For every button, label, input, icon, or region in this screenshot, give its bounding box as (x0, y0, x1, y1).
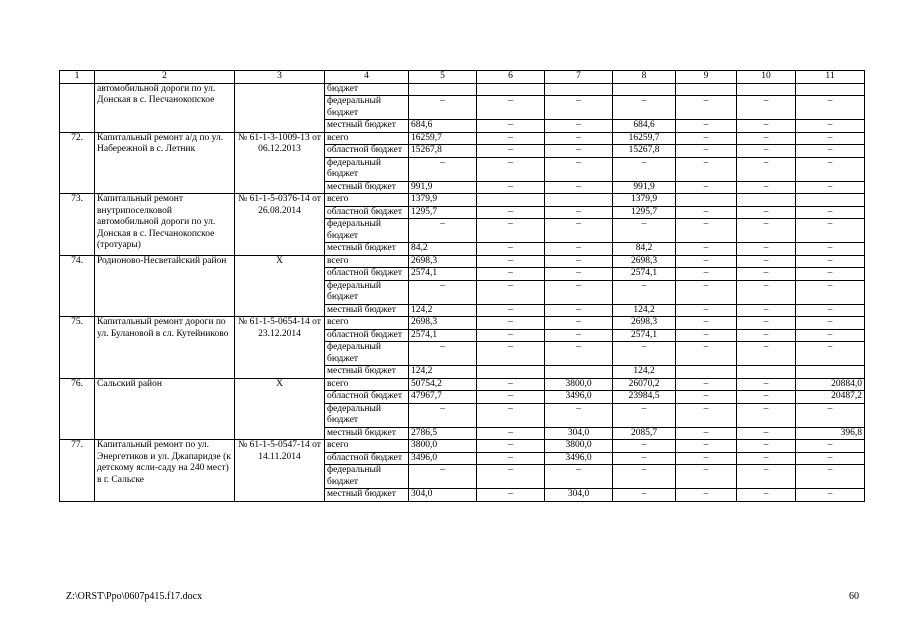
value-cell: – (737, 452, 796, 465)
value-cell: – (545, 96, 613, 120)
value-cell: 1379,9 (613, 194, 676, 207)
value-cell: – (676, 391, 737, 404)
value-cell: – (737, 465, 796, 489)
value-cell: 396,8 (796, 427, 865, 440)
budget-type: местный бюджет (325, 427, 409, 440)
value-cell: – (796, 465, 865, 489)
value-cell: – (676, 440, 737, 453)
document-ref: Х (235, 378, 325, 440)
value-cell: – (676, 145, 737, 158)
value-cell: 2786,5 (409, 427, 477, 440)
value-cell: – (737, 255, 796, 268)
value-cell: – (796, 243, 865, 256)
value-cell: – (477, 219, 545, 243)
value-cell: – (737, 403, 796, 427)
value-cell: – (409, 96, 477, 120)
value-cell: – (545, 255, 613, 268)
value-cell: – (409, 403, 477, 427)
budget-table (59, 70, 865, 502)
value-cell (796, 83, 865, 96)
value-cell: 684,6 (613, 120, 676, 133)
value-cell: – (613, 96, 676, 120)
row-number (60, 83, 95, 132)
budget-type: всего (325, 194, 409, 207)
value-cell: 3800,0 (545, 440, 613, 453)
value-cell: – (737, 427, 796, 440)
budget-type: федеральный бюджет (325, 465, 409, 489)
value-cell: – (737, 181, 796, 194)
value-cell: – (477, 317, 545, 330)
value-cell: – (409, 465, 477, 489)
value-cell (796, 194, 865, 207)
value-cell: – (477, 120, 545, 133)
value-cell: – (796, 96, 865, 120)
value-cell: – (545, 157, 613, 181)
budget-type: всего (325, 255, 409, 268)
value-cell (477, 194, 545, 207)
value-cell: 1295,7 (613, 206, 676, 219)
value-cell: – (477, 378, 545, 391)
value-cell: – (477, 465, 545, 489)
value-cell: – (796, 132, 865, 145)
budget-type: областной бюджет (325, 268, 409, 281)
value-cell: – (737, 206, 796, 219)
value-cell: 304,0 (545, 427, 613, 440)
value-cell (545, 83, 613, 96)
header-cell: 11 (796, 71, 865, 84)
row-number: 76. (60, 378, 95, 440)
value-cell: – (737, 132, 796, 145)
value-cell: – (477, 96, 545, 120)
value-cell: – (796, 489, 865, 502)
header-cell: 3 (235, 71, 325, 84)
value-cell (545, 194, 613, 207)
value-cell: 2574,1 (613, 268, 676, 281)
value-cell: – (613, 403, 676, 427)
value-cell: – (409, 157, 477, 181)
value-cell: – (796, 268, 865, 281)
object-name: Родионово-Несветайский район (95, 255, 235, 317)
table-row (60, 255, 865, 268)
value-cell: – (676, 427, 737, 440)
value-cell: – (796, 342, 865, 366)
header-row (60, 71, 865, 84)
value-cell: – (676, 120, 737, 133)
value-cell: 2698,3 (613, 255, 676, 268)
value-cell (737, 83, 796, 96)
value-cell: – (477, 304, 545, 317)
value-cell: – (796, 145, 865, 158)
header-cell: 7 (545, 71, 613, 84)
table-row (60, 440, 865, 453)
value-cell: 20487,2 (796, 391, 865, 404)
value-cell: – (477, 342, 545, 366)
budget-type: федеральный бюджет (325, 219, 409, 243)
value-cell (477, 366, 545, 379)
value-cell: 2574,1 (409, 268, 477, 281)
value-cell (613, 83, 676, 96)
value-cell: 2085,7 (613, 427, 676, 440)
value-cell: 3800,0 (545, 378, 613, 391)
value-cell: – (545, 132, 613, 145)
value-cell: – (477, 132, 545, 145)
value-cell: – (477, 403, 545, 427)
budget-type: местный бюджет (325, 120, 409, 133)
budget-type: федеральный бюджет (325, 96, 409, 120)
row-number: 77. (60, 440, 95, 502)
value-cell: – (737, 304, 796, 317)
value-cell: – (545, 304, 613, 317)
value-cell: – (796, 329, 865, 342)
value-cell: 124,2 (613, 366, 676, 379)
table-row (60, 378, 865, 391)
value-cell: 2698,3 (613, 317, 676, 330)
table-row (60, 132, 865, 145)
value-cell: – (545, 145, 613, 158)
value-cell: – (737, 243, 796, 256)
value-cell: 3496,0 (545, 391, 613, 404)
value-cell: – (477, 206, 545, 219)
value-cell: – (737, 342, 796, 366)
object-name: Капитальный ремонт по ул. Энергетиков и ул. Джапаридзе (к детскому ясли-саду на 240 мест) в г. Сальске (95, 440, 235, 502)
budget-type: всего (325, 440, 409, 453)
value-cell: – (545, 329, 613, 342)
value-cell: – (477, 243, 545, 256)
budget-type: федеральный бюджет (325, 342, 409, 366)
value-cell: – (545, 317, 613, 330)
value-cell: 3800,0 (409, 440, 477, 453)
value-cell: 124,2 (409, 304, 477, 317)
value-cell: – (545, 120, 613, 133)
budget-type: местный бюджет (325, 304, 409, 317)
value-cell: – (796, 181, 865, 194)
value-cell: – (477, 145, 545, 158)
value-cell: – (796, 304, 865, 317)
value-cell (477, 83, 545, 96)
value-cell (796, 366, 865, 379)
budget-type: федеральный бюджет (325, 157, 409, 181)
value-cell: – (796, 452, 865, 465)
value-cell (676, 194, 737, 207)
value-cell: 47967,7 (409, 391, 477, 404)
value-cell: – (737, 378, 796, 391)
value-cell: – (545, 243, 613, 256)
table-row (60, 83, 865, 96)
header-cell: 5 (409, 71, 477, 84)
value-cell: – (676, 465, 737, 489)
value-cell: – (545, 403, 613, 427)
document-ref: № 61-1-3-1009-13 от 06.12.2013 (235, 132, 325, 194)
document-ref: Х (235, 255, 325, 317)
value-cell: – (676, 452, 737, 465)
value-cell: 84,2 (409, 243, 477, 256)
value-cell: – (796, 157, 865, 181)
value-cell: – (737, 489, 796, 502)
value-cell (676, 83, 737, 96)
value-cell: – (676, 181, 737, 194)
value-cell: – (545, 342, 613, 366)
value-cell: – (796, 120, 865, 133)
value-cell: – (676, 243, 737, 256)
value-cell: – (676, 489, 737, 502)
value-cell: – (676, 96, 737, 120)
value-cell (737, 194, 796, 207)
document-ref: № 61-1-5-0376-14 от 26.08.2014 (235, 194, 325, 256)
value-cell: – (796, 440, 865, 453)
row-number: 75. (60, 317, 95, 379)
value-cell: – (796, 317, 865, 330)
budget-type: областной бюджет (325, 206, 409, 219)
value-cell: – (545, 181, 613, 194)
value-cell: 3496,0 (409, 452, 477, 465)
value-cell (737, 366, 796, 379)
value-cell: – (737, 317, 796, 330)
value-cell: 16259,7 (613, 132, 676, 145)
value-cell (409, 83, 477, 96)
value-cell: 15267,8 (613, 145, 676, 158)
value-cell: 991,9 (409, 181, 477, 194)
value-cell: – (737, 120, 796, 133)
value-cell: – (613, 465, 676, 489)
header-cell: 1 (60, 71, 95, 84)
row-number: 74. (60, 255, 95, 317)
budget-type: местный бюджет (325, 489, 409, 502)
value-cell: – (613, 452, 676, 465)
value-cell: – (796, 255, 865, 268)
budget-type: бюджет (325, 83, 409, 96)
value-cell: – (409, 280, 477, 304)
value-cell: – (676, 255, 737, 268)
value-cell: – (796, 206, 865, 219)
header-cell: 4 (325, 71, 409, 84)
value-cell: 2698,3 (409, 317, 477, 330)
value-cell: – (545, 219, 613, 243)
value-cell: – (737, 440, 796, 453)
budget-type: федеральный бюджет (325, 403, 409, 427)
value-cell: – (477, 280, 545, 304)
value-cell: 991,9 (613, 181, 676, 194)
value-cell: – (676, 206, 737, 219)
value-cell: 2574,1 (613, 329, 676, 342)
value-cell: – (545, 268, 613, 281)
header-cell: 9 (676, 71, 737, 84)
value-cell: – (613, 280, 676, 304)
value-cell: 16259,7 (409, 132, 477, 145)
value-cell: – (676, 132, 737, 145)
value-cell: – (737, 329, 796, 342)
budget-type: областной бюджет (325, 391, 409, 404)
value-cell: 124,2 (409, 366, 477, 379)
file-path: Z:\ORST\Ppo\0607p415.f17.docx (66, 591, 203, 602)
value-cell: – (737, 145, 796, 158)
header-cell: 10 (737, 71, 796, 84)
budget-type: всего (325, 317, 409, 330)
page-number: 60 (849, 591, 859, 602)
budget-type: местный бюджет (325, 366, 409, 379)
value-cell: 124,2 (613, 304, 676, 317)
value-cell: – (676, 280, 737, 304)
row-number: 72. (60, 132, 95, 194)
value-cell: – (545, 280, 613, 304)
budget-type: всего (325, 378, 409, 391)
value-cell: – (613, 489, 676, 502)
header-cell: 2 (95, 71, 235, 84)
value-cell: – (545, 465, 613, 489)
value-cell: 684,6 (409, 120, 477, 133)
value-cell: 20884,0 (796, 378, 865, 391)
value-cell: – (676, 403, 737, 427)
value-cell: – (796, 280, 865, 304)
value-cell: 15267,8 (409, 145, 477, 158)
value-cell: – (477, 329, 545, 342)
budget-type: областной бюджет (325, 145, 409, 158)
value-cell: – (796, 403, 865, 427)
budget-type: областной бюджет (325, 329, 409, 342)
value-cell: – (477, 255, 545, 268)
value-cell: – (676, 342, 737, 366)
table-row (60, 317, 865, 330)
value-cell: 1295,7 (409, 206, 477, 219)
object-name: Капитальный ремонт дороги по ул. Булановой в сл. Кутейниково (95, 317, 235, 379)
value-cell: 26070,2 (613, 378, 676, 391)
value-cell: – (477, 489, 545, 502)
value-cell: – (676, 219, 737, 243)
value-cell: 3496,0 (545, 452, 613, 465)
object-name: Капитальный ремонт а/д по ул. Набережной в с. Летник (95, 132, 235, 194)
value-cell: – (676, 157, 737, 181)
document-ref: № 61-1-5-0654-14 от 23.12.2014 (235, 317, 325, 379)
value-cell (676, 366, 737, 379)
value-cell: 2698,3 (409, 255, 477, 268)
document-ref (235, 83, 325, 132)
value-cell: 2574,1 (409, 329, 477, 342)
budget-type: местный бюджет (325, 243, 409, 256)
value-cell: – (737, 219, 796, 243)
value-cell: – (477, 440, 545, 453)
budget-type: федеральный бюджет (325, 280, 409, 304)
value-cell: – (477, 268, 545, 281)
value-cell: 23984,5 (613, 391, 676, 404)
value-cell: – (676, 378, 737, 391)
budget-type: областной бюджет (325, 452, 409, 465)
value-cell: – (737, 157, 796, 181)
value-cell: – (676, 268, 737, 281)
value-cell: – (409, 342, 477, 366)
value-cell: – (477, 157, 545, 181)
header-cell: 8 (613, 71, 676, 84)
value-cell: 304,0 (409, 489, 477, 502)
document-ref: № 61-1-5-0547-14 от 14.11.2014 (235, 440, 325, 502)
row-number: 73. (60, 194, 95, 256)
object-name: автомобильной дороги по ул. Донская в с. Песчанокопское (95, 83, 235, 132)
value-cell: – (676, 317, 737, 330)
header-cell: 6 (477, 71, 545, 84)
value-cell: – (477, 427, 545, 440)
value-cell: – (613, 157, 676, 181)
value-cell: – (613, 440, 676, 453)
value-cell: – (737, 268, 796, 281)
value-cell: 304,0 (545, 489, 613, 502)
value-cell: – (737, 391, 796, 404)
value-cell: – (737, 280, 796, 304)
value-cell: – (676, 329, 737, 342)
object-name: Сальский район (95, 378, 235, 440)
value-cell: 84,2 (613, 243, 676, 256)
value-cell: – (676, 304, 737, 317)
value-cell: – (409, 219, 477, 243)
object-name: Капитальный ремонт внутрипоселковой автомобильной дороги по ул. Донская в с. Песчанокопское (тротуары) (95, 194, 235, 256)
value-cell: – (613, 342, 676, 366)
value-cell: – (796, 219, 865, 243)
value-cell (545, 366, 613, 379)
value-cell: – (545, 206, 613, 219)
value-cell: 1379,9 (409, 194, 477, 207)
value-cell: – (477, 452, 545, 465)
value-cell: 50754,2 (409, 378, 477, 391)
table-row (60, 194, 865, 207)
value-cell: – (737, 96, 796, 120)
budget-type: всего (325, 132, 409, 145)
value-cell: – (613, 219, 676, 243)
value-cell: – (477, 391, 545, 404)
value-cell: – (477, 181, 545, 194)
budget-type: местный бюджет (325, 181, 409, 194)
